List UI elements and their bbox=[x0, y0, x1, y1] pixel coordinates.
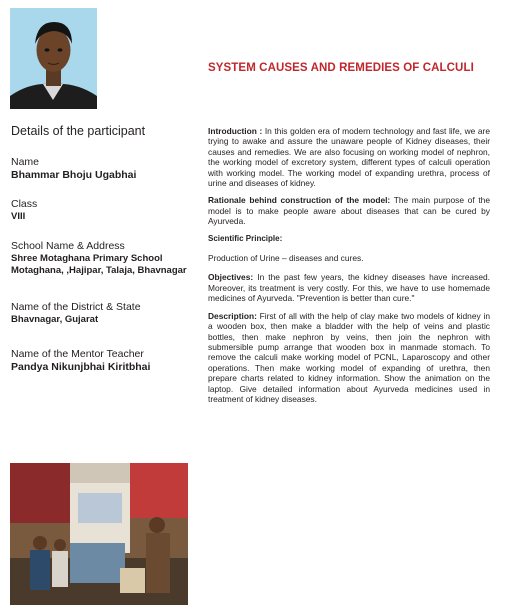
rationale-label: Rationale behind construction of the model: bbox=[208, 195, 391, 206]
objectives-paragraph bbox=[208, 272, 490, 303]
participant-heading: Details of the participant bbox=[11, 124, 146, 138]
field-label: Class bbox=[11, 198, 38, 210]
participant-details bbox=[11, 124, 201, 390]
field-value: Pandya Nikunjbhai Kiritbhai bbox=[11, 361, 151, 373]
field-value: Bhavnagar, Gujarat bbox=[11, 314, 99, 325]
field-name bbox=[11, 156, 201, 181]
field-value-line: Motaghana, ,Hajipar, Talaja, Bhavnagar bbox=[11, 265, 187, 276]
field-label: Name bbox=[11, 156, 40, 168]
field-value-line: Shree Motaghana Primary School bbox=[11, 253, 163, 264]
description-text: First of all with the help of clay make two models of kidney in a wooden box, then make a bladder with the help of veins and plastic bottles, then make nephron by veins, then join the nephron with submersible pump arrange that wooden box in manmade stomach. To remove the calculi make working model of PCNL, Laparoscopy and other operations. Then make working model of expanding of urethra, then prepare charts related to kidney information. Show the animation on the laptop. Give detailed information about Ayurveda medicines used in treatment of kidney diseases. bbox=[208, 310, 490, 404]
scientific-principle-heading: Scientific Principle: bbox=[208, 233, 283, 243]
field-district bbox=[11, 301, 201, 326]
field-value: Bhammar Bhoju Ugabhai bbox=[11, 169, 137, 181]
field-value: VIII bbox=[11, 211, 26, 222]
field-label: Name of the District & State bbox=[11, 301, 141, 313]
description-label: Description: bbox=[208, 310, 257, 321]
field-label: Name of the Mentor Teacher bbox=[11, 348, 144, 360]
field-class bbox=[11, 198, 201, 223]
introduction-label: Introduction : bbox=[208, 126, 263, 136]
project-description bbox=[208, 126, 490, 411]
field-mentor bbox=[11, 348, 201, 373]
introduction-text: In this golden era of modern technology and fast life, we are trying to awake and assure the unaware people of Kidney diseases, their causes and remedies. We are also focusing on working model of nephron, the working model of excretory system, different types of calculi operation with working model. The working model of expanding urethra, process of urine and diseases of kidney. bbox=[208, 126, 490, 189]
objectives-text: In the past few years, the kidney diseases have increased. Moreover, its treatment is very costly. For this, we have to use homemade medicines of Ayurveda. "Prevention is better than cure." bbox=[208, 272, 490, 304]
field-school bbox=[11, 240, 201, 277]
objectives-label: Objectives: bbox=[208, 272, 254, 283]
scientific-principle-text: Production of Urine – diseases and cures. bbox=[208, 253, 364, 264]
exhibition-photo bbox=[10, 463, 188, 605]
field-label: School Name & Address bbox=[11, 240, 125, 252]
page-title: SYSTEM CAUSES AND REMEDIES OF CALCULI bbox=[208, 62, 474, 74]
introduction-paragraph bbox=[208, 126, 490, 188]
participant-portrait bbox=[10, 8, 97, 109]
rationale-text: The main purpose of the model is to make people aware about diseases that can be cured by Ayurveda. bbox=[208, 195, 490, 227]
rationale-paragraph bbox=[208, 195, 490, 226]
description-paragraph bbox=[208, 311, 490, 405]
